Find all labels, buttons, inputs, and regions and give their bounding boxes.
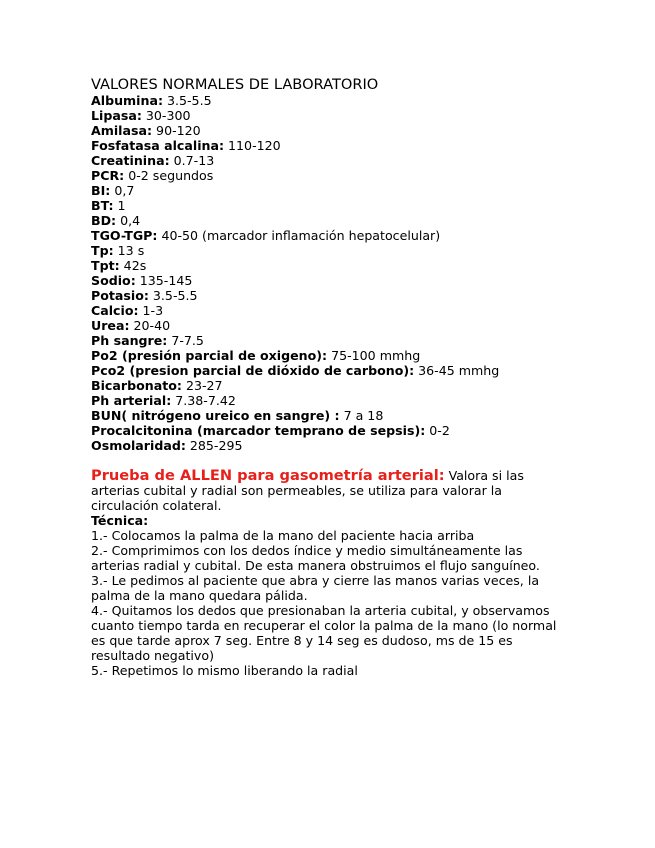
document-title: VALORES NORMALES DE LABORATORIO [91, 76, 379, 93]
lab-value-range: 3.5-5.5 [162, 93, 212, 108]
lab-value-name: Sodio: [91, 273, 136, 288]
lab-value-row [91, 423, 571, 438]
lab-value-range: 13 s [113, 243, 145, 258]
lab-value-name: Lipasa: [91, 108, 142, 123]
allen-intro: Valora si las arterias cubital y radial son permeables, se utiliza para valorar la circulación colateral. [91, 468, 524, 513]
lab-value-name: Osmolaridad: [91, 438, 186, 453]
lab-value-row [91, 123, 571, 138]
lab-value-row [91, 393, 571, 408]
lab-value-range: 7-7.5 [167, 333, 204, 348]
technique-step: 4.- Quitamos los dedos que presionaban la arteria cubital, y observamos cuanto tiempo tarda en recuperar el color la palma de la mano (lo normal es que tarde aprox 7 seg. Entre 8 y 14 seg es dudoso, ms de 15 es resultado negativo) [91, 603, 557, 663]
lab-value-row [91, 183, 571, 198]
lab-value-name: Urea: [91, 318, 130, 333]
lab-value-range: 0.7-13 [169, 153, 215, 168]
lab-value-name: Creatinina: [91, 153, 170, 168]
lab-value-range: 0,7 [110, 183, 135, 198]
lab-value-name: PCR: [91, 168, 125, 183]
lab-value-row [91, 108, 571, 123]
lab-value-row [91, 153, 571, 168]
lab-value-name: Fosfatasa alcalina: [91, 138, 225, 153]
lab-value-range: 0-2 segundos [124, 168, 214, 183]
lab-value-range: 90-120 [152, 123, 201, 138]
lab-value-range: 42s [119, 258, 147, 273]
lab-value-range: 110-120 [224, 138, 281, 153]
lab-value-row [91, 408, 571, 423]
technique-step: 3.- Le pedimos al paciente que abra y cierre las manos varias veces, la palma de la mano quedara pálida. [91, 573, 540, 603]
lab-value-name: Calcio: [91, 303, 139, 318]
lab-value-row [91, 273, 571, 288]
lab-value-range: 40-50 (marcador inflamación hepatocelular) [157, 228, 441, 243]
lab-value-range: 30-300 [141, 108, 191, 123]
lab-value-range: 0-2 [425, 423, 450, 438]
lab-value-row [91, 138, 571, 153]
lab-value-row [91, 438, 571, 453]
technique-step: 5.- Repetimos lo mismo liberando la radial [91, 663, 358, 678]
lab-value-range: 7 a 18 [339, 408, 384, 423]
lab-value-range: 36-45 mmhg [414, 363, 500, 378]
lab-value-name: Tpt: [91, 258, 120, 273]
lab-value-name: BUN( nitrógeno ureico en sangre) : [91, 408, 340, 423]
lab-value-row [91, 93, 571, 108]
document-page [91, 76, 571, 678]
lab-value-name: Pco2 (presion parcial de dióxido de carbono): [91, 363, 415, 378]
lab-value-name: Ph sangre: [91, 333, 168, 348]
lab-value-row [91, 303, 571, 318]
lab-value-row [91, 213, 571, 228]
lab-value-range: 285-295 [185, 438, 243, 453]
lab-value-name: BT: [91, 198, 114, 213]
allen-intro-paragraph [91, 468, 571, 513]
lab-value-row [91, 378, 571, 393]
technique-step: 1.- Colocamos la palma de la mano del paciente hacia arriba [91, 528, 475, 543]
lab-value-range: 1-3 [138, 303, 164, 318]
lab-value-name: Potasio: [91, 288, 149, 303]
lab-value-row [91, 318, 571, 333]
technique-label: Técnica: [91, 513, 149, 528]
technique-steps [91, 528, 571, 678]
lab-value-name: Tp: [91, 243, 114, 258]
lab-value-row [91, 288, 571, 303]
lab-value-row [91, 198, 571, 213]
lab-value-range: 1 [113, 198, 126, 213]
lab-value-range: 75-100 mmhg [327, 348, 421, 363]
lab-value-row [91, 348, 571, 363]
lab-value-name: BI: [91, 183, 111, 198]
lab-values-list [91, 93, 571, 453]
lab-value-range: 23-27 [181, 378, 223, 393]
lab-value-row [91, 258, 571, 273]
allen-heading: Prueba de ALLEN para gasometría arterial: [91, 467, 445, 484]
lab-value-row [91, 363, 571, 378]
lab-value-name: Ph arterial: [91, 393, 172, 408]
lab-value-row [91, 243, 571, 258]
lab-value-range: 20-40 [129, 318, 171, 333]
lab-value-name: BD: [91, 213, 117, 228]
allen-test-section [91, 468, 571, 678]
lab-value-name: Bicarbonato: [91, 378, 182, 393]
lab-value-range: 3.5-5.5 [148, 288, 198, 303]
lab-value-name: Po2 (presión parcial de oxigeno): [91, 348, 328, 363]
lab-value-range: 7.38-7.42 [171, 393, 236, 408]
lab-value-name: TGO-TGP: [91, 228, 158, 243]
lab-value-name: Procalcitonina (marcador temprano de sepsis): [91, 423, 426, 438]
lab-value-range: 135-145 [135, 273, 193, 288]
lab-value-name: Albumina: [91, 93, 163, 108]
lab-value-row [91, 168, 571, 183]
lab-value-name: Amilasa: [91, 123, 153, 138]
technique-step: 2.- Comprimimos con los dedos índice y medio simultáneamente las arterias radial y cubital. De esta manera obstruimos el flujo sanguíneo. [91, 543, 540, 573]
lab-value-range: 0,4 [116, 213, 141, 228]
lab-value-row [91, 228, 571, 243]
lab-value-row [91, 333, 571, 348]
